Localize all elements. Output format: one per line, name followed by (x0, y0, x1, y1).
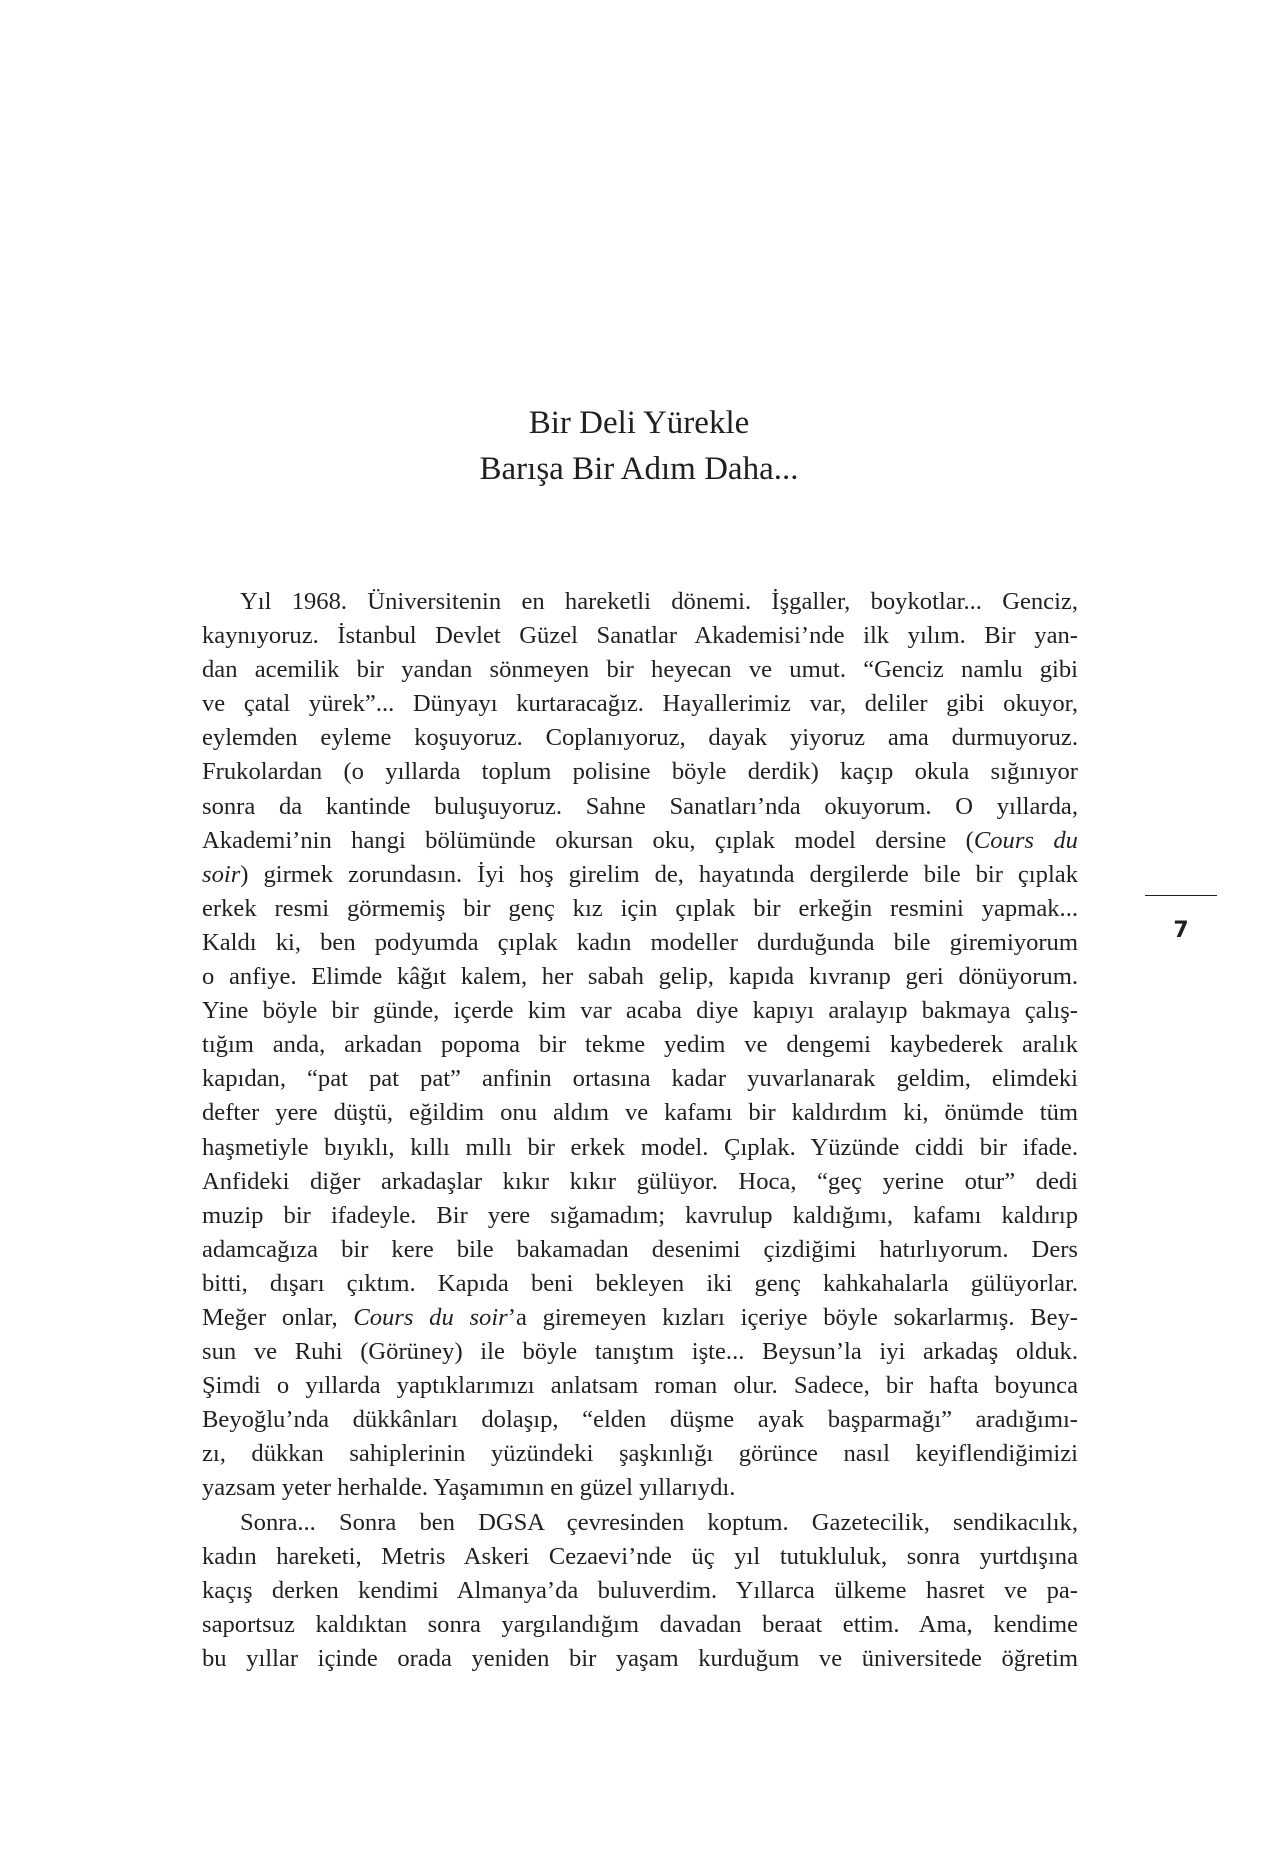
page-number-rule (1145, 895, 1217, 896)
text-line: Kaldı ki, ben podyumda çıplak kadın modeller durduğunda bile giremiyorum (202, 928, 1078, 956)
paragraph-2 (202, 1506, 1078, 1676)
text-line: kapıdan, “pat pat pat” anfinin ortasına kadar yuvarlanarak geldim, elimdeki (202, 1065, 1078, 1093)
text-line: haşmetiyle bıyıklı, kıllı mıllı bir erkek model. Çıplak. Yüzünde ciddi bir ifade. (202, 1133, 1078, 1161)
text-line (202, 824, 1078, 858)
italic-title: Cours du soir (353, 1303, 508, 1331)
text-line: Sonra... Sonra ben DGSA çevresinden koptum. Gazetecilik, sendikacılık, (240, 1508, 1078, 1536)
text-line: sun ve Ruhi (Görüney) ile böyle tanıştım işte... Beysun’la iyi arkadaş olduk. (202, 1338, 1078, 1366)
text-segment: Akademi’nin hangi bölümünde okursan oku, çıplak model dersine ( (202, 826, 974, 854)
paragraph-1 (202, 585, 1078, 1506)
text-line: kaçış derken kendimi Almanya’da buluverdim. Yıllarca ülkeme hasret ve pa- (202, 1576, 1078, 1604)
text-line: eylemden eyleme koşuyoruz. Coplanıyoruz, dayak yiyoruz ama durmuyoruz. (202, 724, 1078, 752)
text-line: Frukolardan (o yıllarda toplum polisine böyle derdik) kaçıp okula sığınıyor (202, 758, 1078, 786)
text-line: Anfideki diğer arkadaşlar kıkır kıkır gülüyor. Hoca, “geç yerine otur” dedi (202, 1167, 1078, 1195)
italic-title: soir (202, 860, 241, 888)
text-line: bu yıllar içinde orada yeniden bir yaşam kurduğum ve üniversitede öğretim (202, 1644, 1078, 1672)
text-line: dan acemilik bir yandan sönmeyen bir heyecan ve umut. “Genciz namlu gibi (202, 656, 1078, 684)
text-line: Beyoğlu’nda dükkânları dolaşıp, “elden düşme ayak başparmağı” aradığımı- (202, 1406, 1078, 1434)
chapter-title-line-1: Bir Deli Yürekle (528, 405, 750, 441)
text-line: bitti, dışarı çıktım. Kapıda beni bekleyen iki genç kahkahalarla gülüyorlar. (202, 1269, 1078, 1297)
text-line: zı, dükkan sahiplerinin yüzündeki şaşkınlığı görünce nasıl keyiflendiğimizi (202, 1440, 1078, 1468)
text-line: sonra da kantinde buluşuyoruz. Sahne Sanatları’nda okuyorum. O yıllarda, (202, 792, 1078, 820)
text-line (202, 1301, 1078, 1335)
text-line (202, 858, 1078, 892)
italic-title: Cours du (973, 826, 1078, 854)
text-line: erkek resmi görmemiş bir genç kız için çıplak bir erkeğin resmini yapmak... (202, 894, 1078, 922)
text-line: kadın hareketi, Metris Askeri Cezaevi’nde üç yıl tutukluluk, sonra yurtdışına (202, 1542, 1078, 1570)
text-line: yazsam yeter herhalde. Yaşamımın en güzel yıllarıydı. (202, 1474, 736, 1502)
chapter-title (200, 400, 1078, 492)
text-line: o anfiye. Elimde kâğıt kalem, her sabah gelip, kapıda kıvranıp geri dönüyorum. (202, 963, 1078, 991)
text-line: saportsuz kaldıktan sonra yargılandığım davadan beraat ettim. Ama, kendime (202, 1610, 1078, 1638)
text-line: muzip bir ifadeyle. Bir yere sığamadım; kavrulup kaldığımı, kafamı kaldırıp (202, 1201, 1078, 1229)
page-number: 7 (1173, 918, 1189, 943)
text-line: adamcağıza bir kere bile bakamadan desenimi çizdiğimi hatırlıyorum. Ders (202, 1235, 1078, 1263)
text-line: Yine böyle bir günde, içerde kim var acaba diye kapıyı aralayıp bakmaya çalış- (202, 997, 1078, 1025)
text-segment: ’a giremeyen kızları içeriye böyle sokarlarmış. Bey- (507, 1303, 1078, 1331)
text-line: Yıl 1968. Üniversitenin en hareketli dönemi. İşgaller, boykotlar... Genciz, (240, 588, 1078, 615)
text-line: defter yere düştü, eğildim onu aldım ve kafamı bir kaldırdım ki, önümde tüm (202, 1099, 1078, 1127)
text-line: kaynıyoruz. İstanbul Devlet Güzel Sanatlar Akademisi’nde ilk yılım. Bir yan- (202, 622, 1078, 650)
text-segment: Meğer onlar, (202, 1303, 354, 1331)
text-line: Şimdi o yıllarda yaptıklarımızı anlatsam roman olur. Sadece, bir hafta boyunca (202, 1372, 1078, 1400)
text-segment: ) girmek zorundasın. İyi hoş girelim de, hayatında dergilerde bile bir çıplak (240, 860, 1078, 888)
body-text (202, 585, 1078, 1676)
chapter-title-line-2: Barışa Bir Adım Daha... (479, 451, 799, 487)
text-line: tığım anda, arkadan popoma bir tekme yedim ve dengemi kaybederek aralık (202, 1031, 1078, 1059)
text-line: ve çatal yürek”... Dünyayı kurtaracağız. Hayallerimiz var, deliler gibi okuyor, (202, 690, 1078, 718)
